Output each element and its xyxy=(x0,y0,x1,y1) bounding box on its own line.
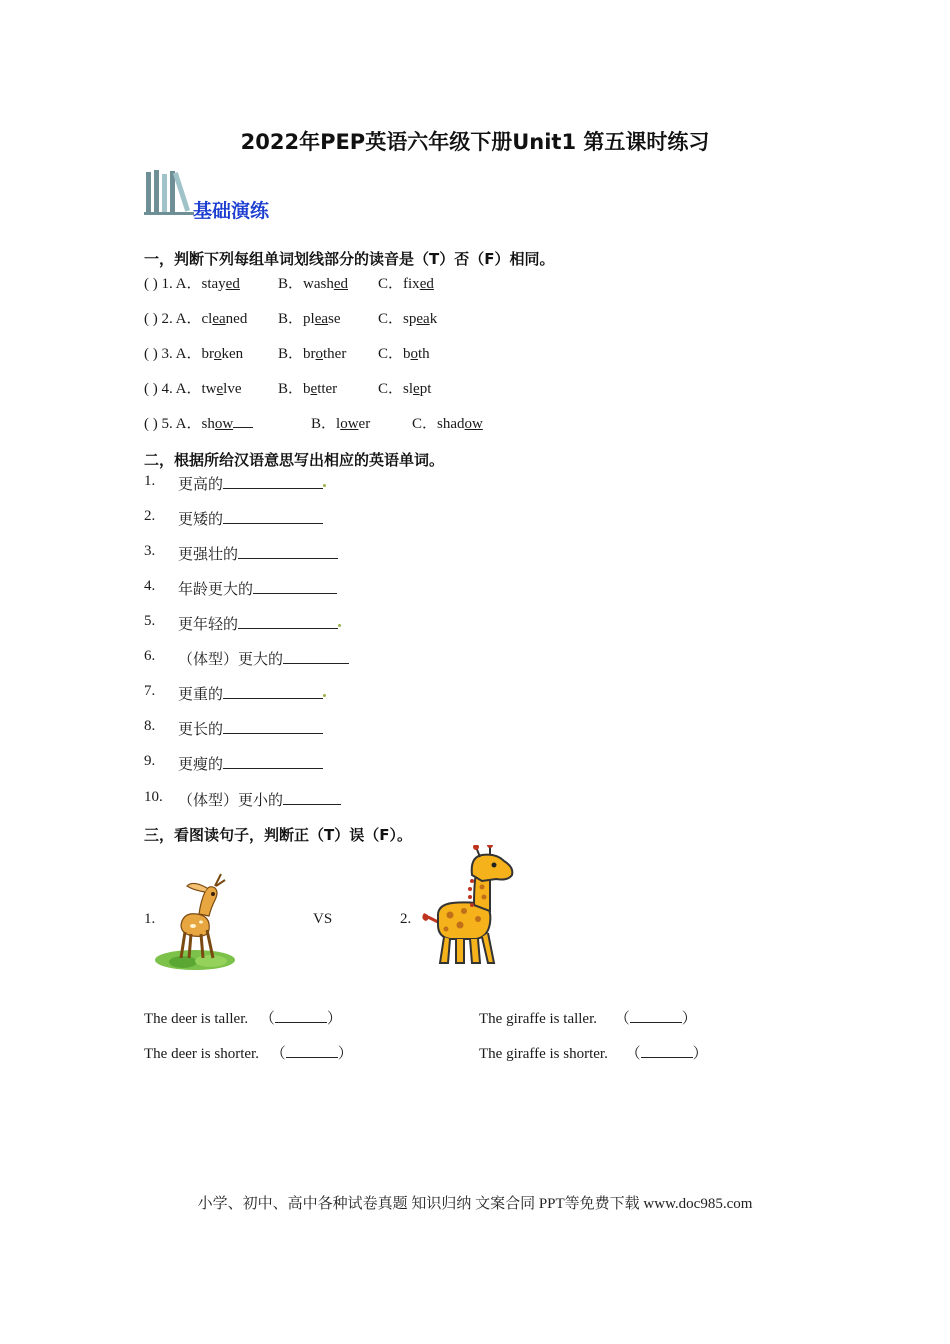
underlined-part: ed xyxy=(225,276,240,292)
part3-heading: 三，看图读句子，判断正（T）误（F）。 xyxy=(144,826,412,844)
sentence-deer-shorter xyxy=(144,1042,353,1063)
option-c xyxy=(378,311,437,327)
chinese-meaning: （体型）更大的 xyxy=(178,652,284,668)
option-b xyxy=(278,311,341,327)
option-prefix: B． xyxy=(278,381,304,397)
part1-option-c xyxy=(378,307,437,328)
chinese-meaning: 更瘦的 xyxy=(178,757,224,773)
word-part: ther xyxy=(323,346,347,362)
option-prefix: B． xyxy=(278,346,304,362)
word-part: er xyxy=(358,416,371,432)
word-part: stay xyxy=(201,276,226,292)
chinese-meaning: （体型）更小的 xyxy=(178,793,284,809)
part2-item-number: 7. xyxy=(144,683,156,699)
word-part: sl xyxy=(403,381,414,397)
chinese-meaning: 年龄更大的 xyxy=(178,582,254,598)
word-part: k xyxy=(429,311,438,327)
answer-blank[interactable] xyxy=(275,1008,327,1023)
chinese-meaning: 更强壮的 xyxy=(178,547,239,563)
underlined-part: ea xyxy=(212,311,226,327)
part2-item xyxy=(178,789,341,810)
word-part: fix xyxy=(403,276,420,292)
paren-close: ） xyxy=(326,1011,342,1027)
answer-blank[interactable] xyxy=(283,790,341,805)
part1-item xyxy=(144,272,240,293)
part1-option-b xyxy=(278,307,341,328)
speck-mark xyxy=(323,484,326,487)
chinese-meaning: 更重的 xyxy=(178,687,224,703)
item-number[interactable]: ( ) 5. A． xyxy=(144,416,202,432)
part1-heading: 一，判断下列每组单词划线部分的读音是（T）否（F）相同。 xyxy=(144,250,555,268)
part2-item xyxy=(178,508,323,529)
paren-open: （ xyxy=(625,1046,641,1062)
underline-extension xyxy=(233,413,253,428)
item-number[interactable]: ( ) 3. A． xyxy=(144,346,202,362)
option-b xyxy=(278,276,348,292)
answer-blank[interactable] xyxy=(630,1008,682,1023)
deer-illustration xyxy=(153,870,237,972)
answer-blank[interactable] xyxy=(641,1043,693,1058)
answer-blank[interactable] xyxy=(223,754,323,769)
option-prefix: C． xyxy=(378,346,404,362)
part2-item xyxy=(178,473,326,494)
item-number[interactable]: ( ) 1. A． xyxy=(144,276,202,292)
word-part: sp xyxy=(403,311,417,327)
underlined-part: ed xyxy=(333,276,349,292)
option-b xyxy=(278,381,337,397)
word-part: br xyxy=(201,346,214,362)
word-part: ken xyxy=(221,346,244,362)
word-part: br xyxy=(303,346,316,362)
part1-option-b xyxy=(278,377,337,398)
part2-item xyxy=(178,578,337,599)
word-part: se xyxy=(328,311,341,327)
paren-close: ） xyxy=(681,1011,697,1027)
sentence-text: The deer is shorter. xyxy=(144,1046,259,1062)
option-a xyxy=(202,276,240,292)
answer-blank[interactable] xyxy=(253,579,337,594)
part2-heading: 二，根据所给汉语意思写出相应的英语单词。 xyxy=(144,451,445,469)
option-c xyxy=(412,416,483,432)
page-title: 2022年PEP英语六年级下册Unit1 第五课时练习 xyxy=(240,130,710,154)
chinese-meaning: 更矮的 xyxy=(178,512,224,528)
part1-option-c xyxy=(378,272,434,293)
part1-option-b xyxy=(311,412,370,433)
word-part: b xyxy=(303,381,311,397)
underlined-part: ow xyxy=(464,416,483,432)
underlined-part: ea xyxy=(314,311,329,327)
answer-blank[interactable] xyxy=(286,1043,338,1058)
underlined-part: o xyxy=(214,346,222,362)
word-part: sh xyxy=(201,416,215,432)
picture-1-number: 1. xyxy=(144,911,156,927)
word-part: shad xyxy=(437,416,465,432)
part2-item xyxy=(178,683,326,704)
part2-item-number: 1. xyxy=(144,473,156,489)
option-prefix: B． xyxy=(311,416,337,432)
chinese-meaning: 更高的 xyxy=(178,477,224,493)
part2-item-number: 10. xyxy=(144,789,163,805)
underlined-part: ed xyxy=(419,276,434,292)
option-c xyxy=(378,276,434,292)
option-prefix: C． xyxy=(378,276,404,292)
word-part: lve xyxy=(223,381,242,397)
part1-option-c xyxy=(412,412,483,433)
part2-item-number: 6. xyxy=(144,648,156,664)
sentence-giraffe-taller xyxy=(479,1007,697,1028)
item-number[interactable]: ( ) 4. A． xyxy=(144,381,202,397)
answer-blank[interactable] xyxy=(223,474,323,489)
part2-item-number: 4. xyxy=(144,578,156,594)
paren-close: ） xyxy=(692,1046,708,1062)
underlined-part: ow xyxy=(214,416,234,432)
part2-item xyxy=(178,753,323,774)
underlined-part: o xyxy=(315,346,324,362)
part2-item-number: 9. xyxy=(144,753,156,769)
option-prefix: B． xyxy=(278,311,304,327)
books-icon xyxy=(144,168,194,218)
word-part: l xyxy=(336,416,341,432)
part1-option-c xyxy=(378,377,431,398)
answer-blank[interactable] xyxy=(223,684,323,699)
part2-item-number: 2. xyxy=(144,508,156,524)
word-part: ned xyxy=(225,311,248,327)
paren-open: （ xyxy=(614,1011,630,1027)
underlined-part: ow xyxy=(340,416,359,432)
underlined-part: ea xyxy=(416,311,430,327)
answer-blank[interactable] xyxy=(238,544,338,559)
part1-item xyxy=(144,342,243,363)
word-part: b xyxy=(403,346,411,362)
underlined-part: o xyxy=(410,346,419,362)
option-b xyxy=(311,416,370,432)
option-a xyxy=(202,346,244,362)
speck-mark xyxy=(338,624,341,627)
paren-close: ） xyxy=(337,1046,353,1062)
word-part: pt xyxy=(419,381,432,397)
word-part: tw xyxy=(201,381,217,397)
part2-item-number: 3. xyxy=(144,543,156,559)
chinese-meaning: 更长的 xyxy=(178,722,224,738)
underlined-part: e xyxy=(216,381,224,397)
sentence-deer-taller xyxy=(144,1007,342,1028)
answer-blank[interactable] xyxy=(283,649,349,664)
part1-option-b xyxy=(278,272,348,293)
item-number[interactable]: ( ) 2. A． xyxy=(144,311,202,327)
part1-option-b xyxy=(278,342,346,363)
vs-label: VS xyxy=(313,911,333,927)
option-c xyxy=(378,381,431,397)
part2-item-number: 8. xyxy=(144,718,156,734)
sentence-giraffe-shorter xyxy=(479,1042,708,1063)
sentence-text: The deer is taller. xyxy=(144,1011,249,1027)
speck-mark xyxy=(323,694,326,697)
footer-text: 小学、初中、高中各种试卷真题 知识归纳 文案合同 PPT等免费下载 www.doc985.com xyxy=(197,1196,753,1212)
part2-item xyxy=(178,648,349,669)
answer-blank[interactable] xyxy=(223,719,323,734)
chinese-meaning: 更年轻的 xyxy=(178,617,239,633)
word-part: th xyxy=(418,346,430,362)
word-part: tter xyxy=(317,381,338,397)
giraffe-illustration xyxy=(420,845,518,970)
part1-item xyxy=(144,377,242,398)
section-label: 基础演练 xyxy=(193,200,270,222)
option-a xyxy=(202,311,248,327)
part2-item xyxy=(178,718,323,739)
option-a xyxy=(202,416,234,432)
option-prefix: C． xyxy=(378,381,404,397)
option-c xyxy=(378,346,430,362)
word-part: wash xyxy=(303,276,334,292)
part1-option-c xyxy=(378,342,430,363)
option-a xyxy=(202,381,242,397)
part1-item xyxy=(144,412,253,433)
option-b xyxy=(278,346,346,362)
sentence-text: The giraffe is taller. xyxy=(479,1011,598,1027)
option-prefix: C． xyxy=(378,311,404,327)
option-prefix: B． xyxy=(278,276,304,292)
paren-open: （ xyxy=(270,1046,286,1062)
option-prefix: C． xyxy=(412,416,438,432)
sentence-text: The giraffe is shorter. xyxy=(479,1046,608,1062)
word-part: pl xyxy=(303,311,315,327)
underlined-part: e xyxy=(310,381,318,397)
picture-2-number: 2. xyxy=(400,911,412,927)
word-part: cl xyxy=(201,311,213,327)
answer-blank[interactable] xyxy=(223,509,323,524)
underlined-part: e xyxy=(413,381,420,397)
part2-item xyxy=(178,613,341,634)
paren-open: （ xyxy=(259,1011,275,1027)
answer-blank[interactable] xyxy=(238,614,338,629)
part1-item xyxy=(144,307,247,328)
part2-item xyxy=(178,543,338,564)
part2-item-number: 5. xyxy=(144,613,156,629)
